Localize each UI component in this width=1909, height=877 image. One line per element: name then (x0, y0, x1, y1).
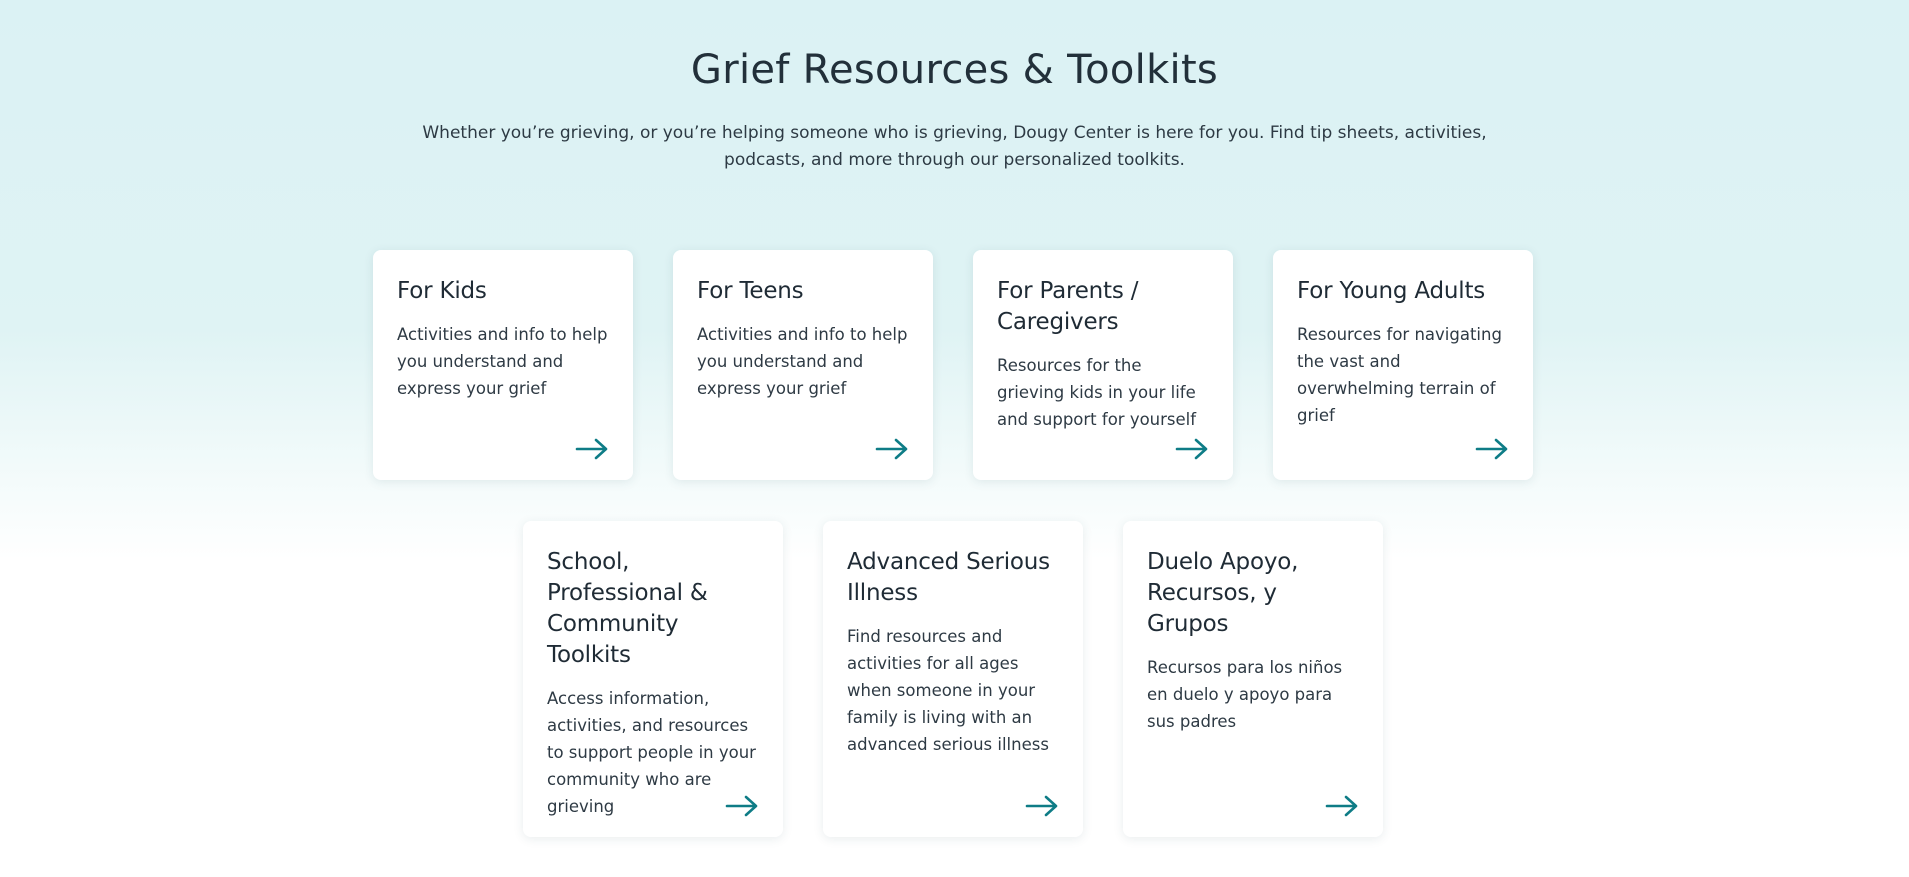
arrow-right-icon[interactable] (1475, 438, 1509, 460)
arrow-right-icon[interactable] (1325, 795, 1359, 817)
arrow-right-icon[interactable] (1175, 438, 1209, 460)
card-description: Access information, activities, and resources to support people in your community who are grieving (547, 689, 756, 816)
card-for-young-adults[interactable] (1273, 250, 1533, 480)
card-description: Resources for navigating the vast and overwhelming terrain of grief (1297, 325, 1502, 425)
arrow-right-icon[interactable] (875, 438, 909, 460)
card-description: Find resources and activities for all ages when someone in your family is living with an advanced serious illness (847, 627, 1049, 754)
arrow-right-icon[interactable] (575, 438, 609, 460)
card-school-professional-community[interactable] (523, 521, 783, 837)
card-title: School, Professional & Community Toolkits (547, 549, 708, 668)
card-title: For Young Adults (1297, 278, 1486, 304)
intro-text: Whether you’re grieving, or you’re helping someone who is grieving, Dougy Center is here for you. Find tip sheets, activities, podcasts, and more through our personalized toolkits. (422, 123, 1487, 170)
card-for-kids[interactable] (373, 250, 633, 480)
card-description: Activities and info to help you understand and express your grief (697, 325, 908, 398)
card-title: For Teens (697, 278, 804, 304)
card-advanced-serious-illness[interactable] (823, 521, 1083, 837)
arrow-right-icon[interactable] (1025, 795, 1059, 817)
card-duelo-apoyo[interactable] (1123, 521, 1383, 837)
page-title: Grief Resources & Toolkits (690, 47, 1219, 93)
arrow-right-icon[interactable] (725, 795, 759, 817)
card-title: Duelo Apoyo, Recursos, y Grupos (1147, 549, 1299, 637)
card-for-parents-caregivers[interactable] (973, 250, 1233, 480)
card-for-teens[interactable] (673, 250, 933, 480)
card-description: Activities and info to help you understand and express your grief (397, 325, 608, 398)
card-title: For Kids (397, 278, 487, 304)
card-description: Resources for the grieving kids in your life and support for yourself (997, 356, 1197, 429)
card-title: Advanced Serious Illness (847, 549, 1050, 606)
card-description: Recursos para los niños en duelo y apoyo para sus padres (1147, 658, 1343, 731)
card-title: For Parents / Caregivers (997, 278, 1139, 335)
